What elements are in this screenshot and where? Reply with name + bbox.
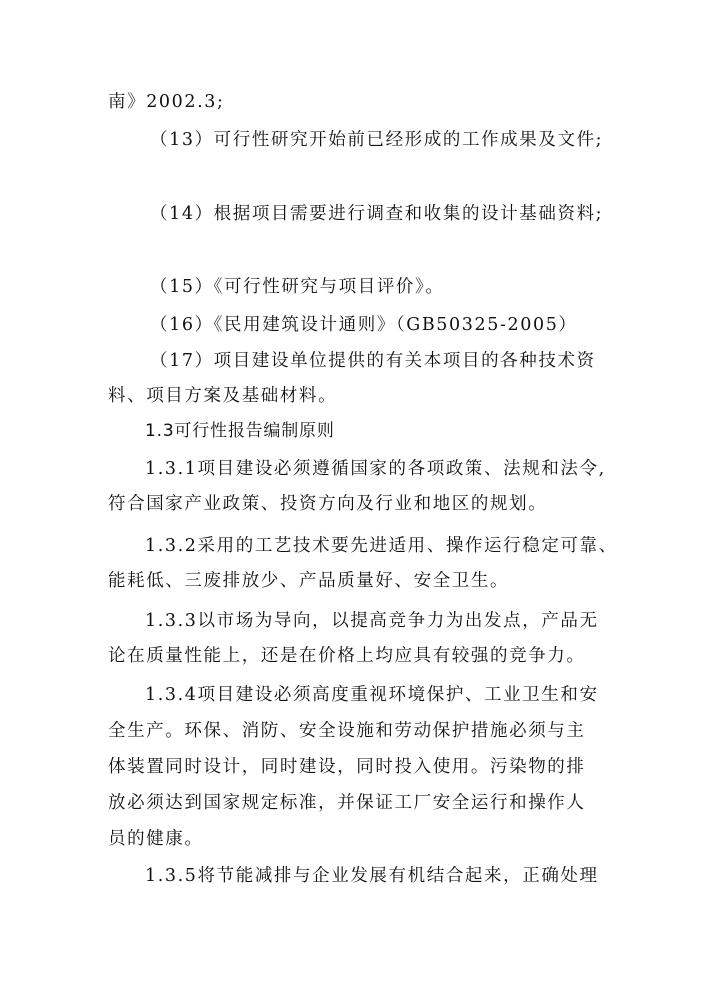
section-heading: 1.3可行性报告编制原则 [145, 421, 335, 441]
text-line: 能耗低、三废排放少、产品质量好、安全卫生。 [108, 571, 510, 591]
text-line: 员的健康。 [108, 829, 204, 849]
text-line: （14）根据项目需要进行调查和收集的设计基础资料; [150, 204, 604, 224]
text-line: 南》2002.3; [108, 92, 225, 112]
text-line: 1.3.5将节能减排与企业发展有机结合起来，正确处理 [145, 866, 599, 886]
text-line: 1.3.2采用的工艺技术要先进适用、操作运行稳定可靠、 [145, 536, 618, 556]
text-line: （13）可行性研究开始前已经形成的工作成果及文件; [150, 130, 604, 150]
text-line: 符合国家产业政策、投资方向及行业和地区的规划。 [108, 494, 548, 514]
text-line: 1.3.3以市场为导向，以提高竞争力为出发点，产品无 [145, 611, 599, 631]
text-line: 体装置同时设计，同时建设，同时投入使用。污染物的排 [108, 757, 586, 777]
text-line: （17）项目建设单位提供的有关本项目的各种技术资 [150, 351, 596, 371]
text-line: （16）《民用建筑设计通则》（GB50325-2005） [150, 315, 578, 335]
text-line: 料、项目方案及基础材料。 [108, 386, 338, 406]
text-line: 1.3.1项目建设必须遵循国家的各项政策、法规和法令, [145, 459, 606, 479]
text-line: 全生产。环保、消防、安全设施和劳动保护措施必须与主 [108, 721, 586, 741]
text-line: 论在质量性能上，还是在价格上均应具有较强的竞争力。 [108, 646, 586, 666]
text-line: 1.3.4项目建设必须高度重视环境保护、工业卫生和安 [145, 685, 599, 705]
text-line: （15）《可行性研究与项目评价》。 [150, 277, 445, 297]
text-line: 放必须达到国家规定标准，并保证工厂安全运行和操作人 [108, 793, 586, 813]
